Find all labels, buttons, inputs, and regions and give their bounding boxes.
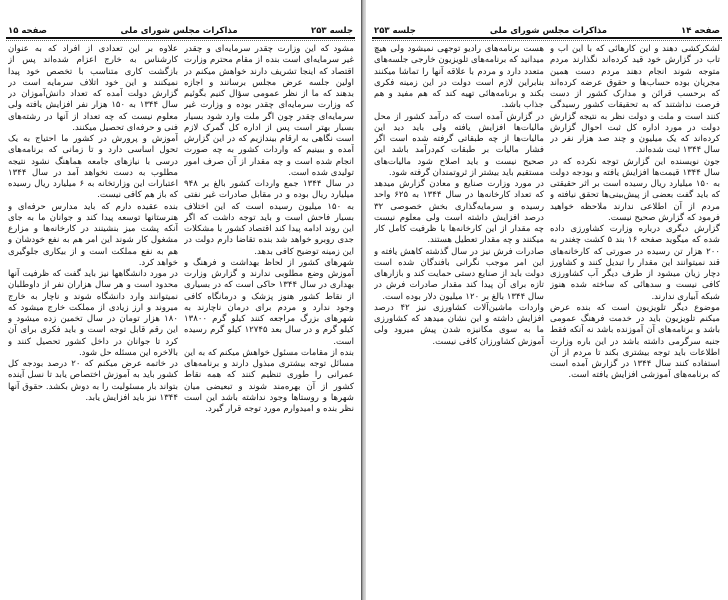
paragraph: در مورد دانشگاهها نیز باید گفت که ظرفیت آنها محدود است و هر سال هزاران نفر از داوطلبان نمیتوانند وارد دانشگاه شوند و ناچار به خارج میروند و ارز زیادی از مملکت خارج میشود که ۱۸۰ هزار تومان در سال تخمین زده میشود و این رقم قابل توجه است و باید فکری برای آن کرد تا جوانان در داخل کشور تحصیل کنند و بالاخره این مسئله حل شود. — [8, 269, 178, 358]
paragraph: هست برنامه‌های رادیو توجهی نمیشود ولی هیچ میدانید که برنامه‌های تلویزیون خارجی جلسه‌های متعدد دارد و مردم با علاقه آنها را تماشا میکنند بنابراین لازم است دولت در این زمینه فکری بکند و برنامه‌هائی تهیه کند که هم مفید و هم جذاب باشد. — [374, 44, 544, 111]
page-header — [8, 24, 353, 36]
page-header — [374, 24, 720, 36]
header-rule-dotted — [6, 40, 355, 42]
left-page — [0, 0, 361, 600]
paragraph: علاوه بر این تعدادی از افراد که به عنوان کارشناس به خارج اعزام شده‌اند پس از بازگشت کاری متناسب با تخصص خود پیدا نمیکنند و این خود اتلاف سرمایه است در گزارش دولت آمده که تعداد دانش‌آموزان در سال ۱۳۴۴ به ۱۵۰ هزار نفر افزایش یافته ولی معلوم نیست که چه تعداد از آنها در رشته‌های فنی و حرفه‌ای تحصیل میکنند. — [8, 44, 178, 133]
text-column-right — [550, 44, 720, 592]
paragraph: مشود که این وزارت چقدر سرمایه‌ای و چقدر غیر سرمایه‌ای است بنده از مقام محترم وزارت اقتصاد که اینجا تشریف دارند خواهش میکنم در اولین جلسه عرض مجلس برسانند و اجازه بدهند که ما از نظر عمومی سؤال کنیم بگوئیم که وزارت سرمایه‌ای چقدر بوده و وزارت غیر سرمایه‌ای چقدر چون اگر ملت وارد شود بسیار بسیار بهتر است پس از اداره کل گمرک لازم است نگاهی به ارقام بیندازیم که در این گزارش آمده و ببینیم که واردات کشور به چه صورت انجام شده است و چه مقدار از آن صرف امور تولیدی شده است. — [184, 44, 354, 178]
page-number: صفحه ۱۴ — [681, 26, 720, 36]
paragraph: در مورد وزارت صنایع و معادن گزارش میدهد که تعداد کارخانه‌ها در سال ۱۳۴۴ به ۶۲۵ واحد رسیده و سرمایه‌گذاری بخش خصوصی ۳۲ درصد افزایش داشته است ولی معلوم نیست چه مقدار از این کارخانه‌ها با ظرفیت کامل کار میکنند و چه مقدار تعطیل هستند. — [374, 179, 544, 246]
paragraph: گزارش دیگری درباره وزارت کشاورزی داده شده که میگوید صفحه ۱۶ بند ۵ کشت چغندر به ۲۰۰ هزار تن رسیده در صورتی که کارخانه‌های قند نمیتوانند این مقدار را تبدیل کنند و کشاورز دچار زیان میشود از طرف دیگر آب کشاورزی کافی نیست و سدهائی که ساخته شده هنوز شبکه آبیاری ندارند. — [550, 224, 720, 302]
paragraph: شهرهای کشور از لحاظ بهداشت و فرهنگ و آموزش وضع مطلوبی ندارند و گزارش وزارت بهداری در سال ۱۳۴۴ حاکی است که در بسیاری از نقاط کشور هنوز پزشک و درمانگاه کافی وجود ندارد و مردم برای درمان ناچارند به شهرهای بزرگ مراجعه کنند کیلو گرم ۱۳۸۰۰ کیلو گرم و در سال بعد ۱۲۷۴۵ کیلو گرم رسیده است. — [184, 257, 354, 347]
paragraph: بنده از مقامات مسئول خواهش میکنم که به این مسائل توجه بیشتری مبذول دارند و برنامه‌های عمرانی را طوری تنظیم کنند که همه نقاط کشور از آن بهره‌مند شوند و تبعیضی میان شهرها و روستاها وجود نداشته باشد این است نظر بنده و امیدوارم مورد توجه قرار گیرد. — [184, 347, 354, 414]
header-rule — [6, 37, 355, 39]
header-rule — [372, 37, 722, 39]
paragraph: موضوع دیگر تلویزیون است که بنده عرض میکنم تلویزیون باید در خدمت فرهنگ عمومی باشد و برنامه‌های آن آموزنده باشد نه آنکه فقط جنبه سرگرمی داشته باشد در این باره وزارت اطلاعات باید توجه بیشتری بکند تا مردم از آن استفاده کنند سال ۱۳۴۴ در گزارش آمده است که برنامه‌های آموزشی افزایش یافته است. — [550, 302, 720, 381]
paragraph: لشکرکشی دهند و این کارهائی که با این آب و تاب در گزارش خود قید کرده‌اند نگذارند مردم متوجه شوند انجام دهند مردم دست همین مجریان بوده حساب‌ها و حقوق عرضه کرده‌اند که برحسب قرائن و مدارک کشور از دست فرصت نداشتند که به تحقیقات کشور رسیدگی کنند است و ملت و دولت نظر به نتیجه گزارش دولت در مورد اداره کل ثبت احوال گزارش کرده‌اند که یک میلیون و چند صد هزار نفر در سال ۱۳۴۴ ثبت شده‌اند. — [550, 44, 720, 156]
paragraph: در سال ۱۳۴۴ جمع واردات کشور بالغ بر ۹۴۸ میلیارد ریال بوده و در مقابل صادرات غیر نفتی به ۱۵۰ میلیون رسیده است که این اختلاف بسیار فاحش است و باید توجه داشت که اگر این روند ادامه پیدا کند اقتصاد کشور با مشکلات جدی روبرو خواهد شد بنده تقاضا دارم دولت در این زمینه توضیح کافی بدهد. — [184, 179, 354, 257]
paragraph: در خاتمه عرض میکنم که ۲۰ درصد بودجه کل کشور باید به آموزش اختصاص یابد تا نسل آینده بتواند بار مسئولیت را به دوش بکشد. حقوق آنها ۱۳۴۴ نیز باید افزایش یابد. — [8, 359, 178, 403]
running-title: مذاکرات مجلس شورای ملی — [489, 26, 608, 36]
paragraph: آموزش و پرورش در کشور ما احتیاج به یک تحول اساسی دارد و تا زمانی که برنامه‌های درسی با نیازهای جامعه هماهنگ نشود نتیجه مطلوب به دست نخواهد آمد در سال ۱۳۴۴ اعتبارات این وزارتخانه به ۶ میلیارد ریال رسیده که باز هم کافی نیست. — [8, 134, 178, 201]
right-page — [366, 0, 728, 600]
paragraph: صادرات فرش نیز در سال گذشته کاهش یافته و این امر موجب نگرانی بافندگان شده است دولت باید از صنایع دستی حمایت کند و بازارهای تازه برای آن پیدا کند مقدار صادرات فرش در سال ۱۳۴۴ بالغ بر ۱۲۰ میلیون دلار بوده است. — [374, 246, 544, 302]
header-rule-dotted — [372, 40, 722, 42]
session-number: جلسه ۲۵۳ — [374, 26, 416, 36]
text-column-left — [8, 44, 178, 592]
page-number: صفحه ۱۵ — [8, 26, 47, 36]
paragraph: بنده عقیده دارم که باید مدارس حرفه‌ای و هنرستانها توسعه پیدا کند و جوانان ما به جای آنکه پشت میز بنشینند در کارخانه‌ها و مزارع مشغول کار شوند این امر هم به نفع خودشان و هم به نفع مملکت است و از بیکاری جلوگیری خواهد کرد. — [8, 201, 178, 268]
text-column-right — [184, 44, 354, 592]
paragraph: واردات ماشین‌آلات کشاورزی نیز ۴۲ درصد افزایش داشته و این نشان میدهد که کشاورزی ما به سوی مکانیزه شدن پیش میرود ولی آموزش کشاورزان کافی نیست. — [374, 302, 544, 347]
text-column-left — [374, 44, 544, 592]
running-title: مذاکرات مجلس شورای ملی — [120, 26, 238, 36]
paragraph: جون نویسنده این گزارش توجه نکرده که در سال ۱۳۴۴ قیمت‌ها افزایش یافته و بودجه دولت به ۱۵۰ میلیارد ریال رسیده است بر اثر حقیقتی که باید گفت بعضی از پیش‌بینی‌ها تحقق نیافته و مردم از آن اطلاعی ندارند ملاحظه خواهید فرمود که گزارش صحیح نیست. — [550, 156, 720, 223]
session-number: جلسه ۲۵۳ — [311, 26, 353, 36]
paragraph: در گزارش آمده است که درآمد کشور از محل مالیات‌ها افزایش یافته ولی باید دید این مالیات‌ها از چه طبقاتی گرفته شده است اگر فشار مالیات بر طبقات کم‌درآمد باشد این صحیح نیست و باید اصلاح شود مالیات‌های مستقیم باید بیشتر از ثروتمندان گرفته شود. — [374, 111, 544, 178]
